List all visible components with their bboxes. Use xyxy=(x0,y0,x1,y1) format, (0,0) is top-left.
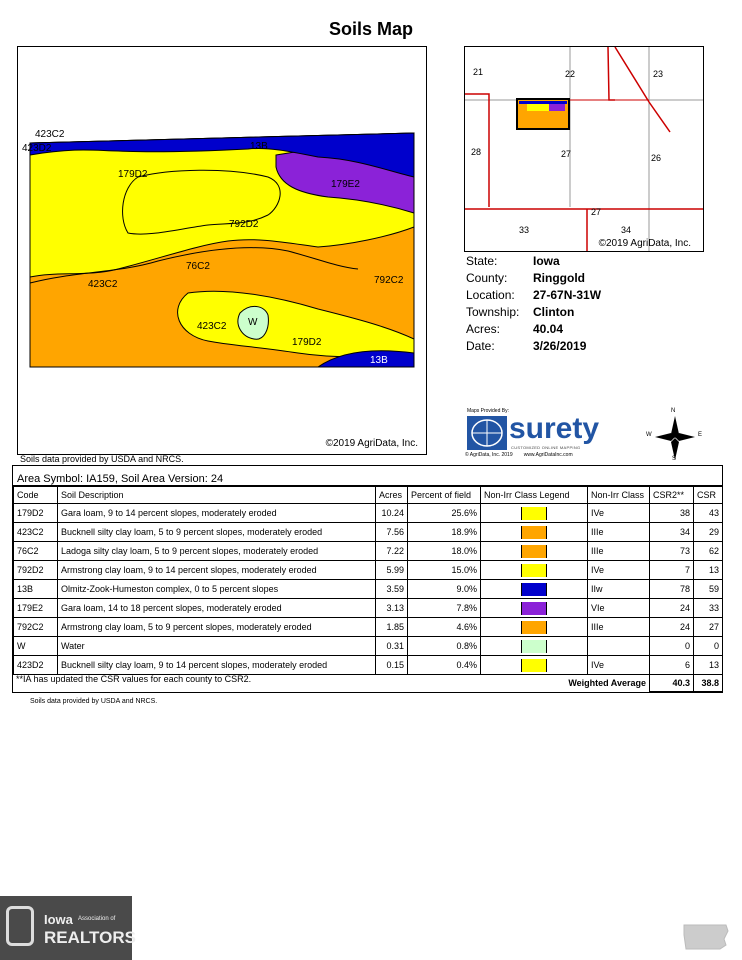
cell-acres: 0.31 xyxy=(376,637,408,656)
table-header xyxy=(14,487,723,504)
map-label: 423C2 xyxy=(35,129,65,140)
cell-class: IVe xyxy=(588,504,650,523)
map-label: 179D2 xyxy=(118,169,148,180)
realtor-iowa: Iowa xyxy=(44,912,73,927)
cell-code: 423C2 xyxy=(14,523,58,542)
realtor-r-icon xyxy=(6,906,34,946)
cell-pct: 4.6% xyxy=(408,618,481,637)
cell-csr: 59 xyxy=(694,580,723,599)
cell-csr: 29 xyxy=(694,523,723,542)
cell-csr: 33 xyxy=(694,599,723,618)
map-copyright: ©2019 AgriData, Inc. xyxy=(325,438,418,449)
soils-source-note: Soils data provided by USDA and NRCS. xyxy=(20,454,184,464)
cell-csr2: 34 xyxy=(650,523,694,542)
cell-acres: 3.13 xyxy=(376,599,408,618)
info-value: 27-67N-31W xyxy=(533,288,602,302)
cell-class: VIe xyxy=(588,599,650,618)
info-value: Ringgold xyxy=(533,271,585,285)
compass-s: S xyxy=(672,456,677,462)
cell-acres: 1.85 xyxy=(376,618,408,637)
table-row xyxy=(14,580,723,599)
cell-class: IIIe xyxy=(588,542,650,561)
cell-pct: 0.8% xyxy=(408,637,481,656)
info-key: State: xyxy=(466,254,498,268)
cell-csr2: 24 xyxy=(650,618,694,637)
cell-csr2: 78 xyxy=(650,580,694,599)
th-csr2: CSR2** xyxy=(650,487,694,504)
section-number: 34 xyxy=(621,225,632,235)
table-row xyxy=(14,599,723,618)
location-map-copyright: ©2019 AgriData, Inc. xyxy=(598,238,691,249)
cell-csr2: 6 xyxy=(650,656,694,675)
cell-pct: 25.6% xyxy=(408,504,481,523)
legend-swatch-cell xyxy=(481,523,588,542)
cell-acres: 10.24 xyxy=(376,504,408,523)
section-number: 26 xyxy=(651,153,662,163)
section-number: 27 xyxy=(591,207,602,217)
realtor-association: Association of xyxy=(78,916,116,922)
cell-csr2: 24 xyxy=(650,599,694,618)
th-pct: Percent of field xyxy=(408,487,481,504)
realtor-realtors: REALTORS xyxy=(44,928,136,947)
legend-swatch-cell xyxy=(481,599,588,618)
cell-class: IIIe xyxy=(588,618,650,637)
section-number: 23 xyxy=(653,69,664,79)
legend-swatch xyxy=(521,526,547,539)
cell-csr: 62 xyxy=(694,542,723,561)
legend-swatch xyxy=(521,583,547,596)
cell-class: IIIe xyxy=(588,523,650,542)
surety-footer: © AgriData, Inc. 2019 www.AgriDataInc.com xyxy=(465,452,573,458)
cell-csr: 0 xyxy=(694,637,723,656)
surety-tagline: CUSTOMIZED ONLINE MAPPING xyxy=(511,445,581,450)
cell-csr2: 73 xyxy=(650,542,694,561)
legend-swatch-cell xyxy=(481,504,588,523)
table-row xyxy=(14,637,723,656)
cell-code: 792C2 xyxy=(14,618,58,637)
cell-code: W xyxy=(14,637,58,656)
cell-class xyxy=(588,637,650,656)
cell-pct: 18.9% xyxy=(408,523,481,542)
legend-swatch xyxy=(521,564,547,577)
soils-source-note-2: Soils data provided by USDA and NRCS. xyxy=(30,698,158,705)
map-label: 179E2 xyxy=(331,179,360,190)
cell-csr2: 7 xyxy=(650,561,694,580)
weighted-csr: 38.8 xyxy=(694,675,723,692)
cell-csr: 13 xyxy=(694,656,723,675)
cell-csr: 27 xyxy=(694,618,723,637)
th-acres: Acres xyxy=(376,487,408,504)
iowa-state-icon xyxy=(682,921,730,953)
section-number: 27 xyxy=(561,149,572,159)
table-row xyxy=(14,618,723,637)
cell-desc: Water xyxy=(58,637,376,656)
legend-swatch xyxy=(521,621,547,634)
cell-desc: Olmitz-Zook-Humeston complex, 0 to 5 percent slopes xyxy=(58,580,376,599)
th-desc: Soil Description xyxy=(58,487,376,504)
cell-desc: Ladoga silty clay loam, 5 to 9 percent slopes, moderately eroded xyxy=(58,542,376,561)
info-key: Acres: xyxy=(466,322,501,336)
cell-code: 792D2 xyxy=(14,561,58,580)
cell-csr: 13 xyxy=(694,561,723,580)
table-row xyxy=(14,504,723,523)
th-csr: CSR xyxy=(694,487,723,504)
map-label: 179D2 xyxy=(292,337,322,348)
map-label: 13B xyxy=(250,141,268,152)
info-value: 40.04 xyxy=(533,322,564,336)
cell-desc: Armstrong clay loam, 5 to 9 percent slopes, moderately eroded xyxy=(58,618,376,637)
legend-swatch-cell xyxy=(481,561,588,580)
section-number: 28 xyxy=(471,147,482,157)
cell-acres: 7.56 xyxy=(376,523,408,542)
cell-class: IVe xyxy=(588,561,650,580)
section-number: 33 xyxy=(519,225,530,235)
cell-csr2: 0 xyxy=(650,637,694,656)
cell-pct: 18.0% xyxy=(408,542,481,561)
soils-map xyxy=(17,46,427,455)
info-key: Location: xyxy=(466,288,515,302)
info-value: Iowa xyxy=(533,254,560,268)
legend-swatch-cell xyxy=(481,656,588,675)
map-label: 423D2 xyxy=(22,143,52,154)
compass-rose xyxy=(645,408,705,464)
info-value: 3/26/2019 xyxy=(533,339,587,353)
th-class: Non-Irr Class xyxy=(588,487,650,504)
table-row xyxy=(14,542,723,561)
legend-swatch-cell xyxy=(481,580,588,599)
location-map xyxy=(464,46,704,252)
cell-code: 423D2 xyxy=(14,656,58,675)
cell-pct: 9.0% xyxy=(408,580,481,599)
info-key: Date: xyxy=(466,339,495,353)
legend-swatch xyxy=(521,602,547,615)
map-label: 423C2 xyxy=(197,321,227,332)
cell-code: 76C2 xyxy=(14,542,58,561)
cell-desc: Bucknell silty clay loam, 9 to 14 percent slopes, moderately eroded xyxy=(58,656,376,675)
cell-acres: 5.99 xyxy=(376,561,408,580)
cell-desc: Armstrong clay loam, 9 to 14 percent slopes, moderately eroded xyxy=(58,561,376,580)
section-number: 22 xyxy=(565,69,576,79)
cell-csr: 43 xyxy=(694,504,723,523)
legend-swatch-cell xyxy=(481,542,588,561)
compass-w: W xyxy=(646,432,652,438)
legend-swatch-cell xyxy=(481,618,588,637)
legend-swatch xyxy=(521,659,547,672)
location-map-graphic xyxy=(465,47,704,252)
legend-swatch xyxy=(521,507,547,520)
cell-acres: 0.15 xyxy=(376,656,408,675)
cell-pct: 0.4% xyxy=(408,656,481,675)
map-label: 792D2 xyxy=(229,219,259,230)
cell-csr2: 38 xyxy=(650,504,694,523)
info-key: County: xyxy=(466,271,508,285)
compass-e: E xyxy=(698,432,703,438)
info-key: Township: xyxy=(466,305,520,319)
weighted-label: Weighted Average xyxy=(14,675,650,692)
globe-icon xyxy=(467,416,507,450)
page-title: Soils Map xyxy=(328,19,413,39)
map-label: 76C2 xyxy=(186,261,210,272)
surety-wordmark: surety xyxy=(509,412,600,445)
th-legend: Non-Irr Class Legend xyxy=(481,487,588,504)
cell-code: 13B xyxy=(14,580,58,599)
cell-desc: Gara loam, 9 to 14 percent slopes, moderately eroded xyxy=(58,504,376,523)
cell-desc: Gara loam, 14 to 18 percent slopes, moderately eroded xyxy=(58,599,376,618)
legend-swatch-cell xyxy=(481,637,588,656)
cell-class: IIw xyxy=(588,580,650,599)
cell-code: 179D2 xyxy=(14,504,58,523)
csr-note: **IA has updated the CSR values for each county to CSR2. xyxy=(16,674,252,684)
th-code: Code xyxy=(14,487,58,504)
soil-table xyxy=(12,465,723,693)
map-label: W xyxy=(248,317,258,328)
map-label: 13B xyxy=(370,355,388,366)
surety-logo xyxy=(463,408,633,463)
realtor-logo xyxy=(0,896,136,960)
map-label: 792C2 xyxy=(374,275,404,286)
cell-acres: 3.59 xyxy=(376,580,408,599)
info-value: Clinton xyxy=(533,305,575,319)
legend-swatch xyxy=(521,640,547,653)
map-label: 423C2 xyxy=(88,279,118,290)
cell-code: 179E2 xyxy=(14,599,58,618)
soils-map-graphic xyxy=(18,47,427,455)
area-symbol: Area Symbol: IA159, Soil Area Version: 24 xyxy=(13,466,722,486)
table-row xyxy=(14,656,723,675)
table-row xyxy=(14,561,723,580)
cell-acres: 7.22 xyxy=(376,542,408,561)
cell-class: IVe xyxy=(588,656,650,675)
weighted-csr2: 40.3 xyxy=(650,675,694,692)
soil-data-table xyxy=(13,486,723,692)
cell-pct: 15.0% xyxy=(408,561,481,580)
legend-swatch xyxy=(521,545,547,558)
cell-desc: Bucknell silty clay loam, 5 to 9 percent slopes, moderately eroded xyxy=(58,523,376,542)
compass-n: N xyxy=(671,408,676,414)
surety-provided-by: Maps Provided By: xyxy=(467,408,509,414)
cell-pct: 7.8% xyxy=(408,599,481,618)
section-number: 21 xyxy=(473,67,484,77)
table-row xyxy=(14,523,723,542)
